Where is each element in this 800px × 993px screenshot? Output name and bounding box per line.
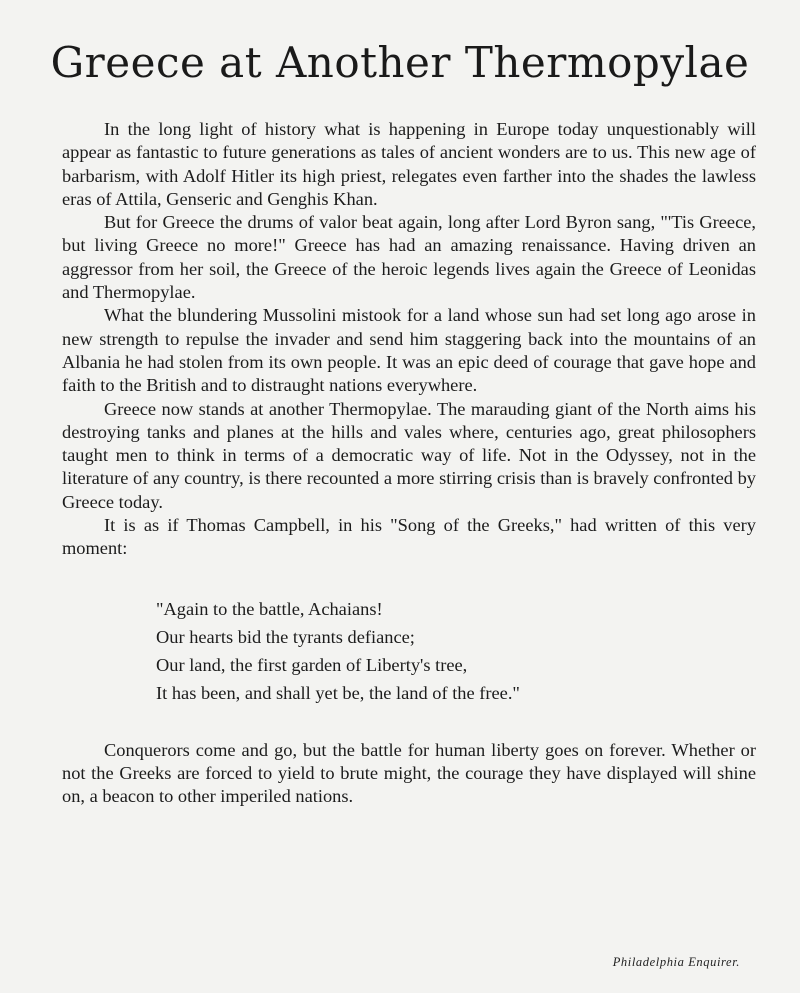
paragraph-5: It is as if Thomas Campbell, in his "Song of the Greeks," had written of this very moment:	[62, 515, 756, 559]
closing-paragraph: Conquerors come and go, but the battle for human liberty goes on forever. Whether or not the Greeks are forced to yield to brute might, the courage they have displayed will shine on, a beacon to other imperiled nations.	[62, 739, 756, 807]
source-attribution: Philadelphia Enquirer.	[612, 955, 740, 969]
paragraph-4: Greece now stands at another Thermopylae. The marauding giant of the North aims his destroying tanks and planes at the hills and vales where, centuries ago, great philosophers taught men to think in terms of a democratic way of life. Not in the Odyssey, not in the literature of any country, is there recounted a more stirring crisis than is bravely confronted by Greece today.	[62, 398, 756, 512]
poem-line-2: Our hearts bid the tyrants defiance;	[156, 626, 415, 647]
paragraph-1: In the long light of history what is happening in Europe today unquestionably will appear as fantastic to future generations as tales of ancient wonders are to us. This new age of barbarism, with Adolf Hitler its high priest, relegates even farther into the shades the lawless eras of Attila, Genseric and Genghis Khan.	[62, 119, 756, 209]
poem-line-3: Our land, the first garden of Liberty's tree,	[156, 654, 468, 675]
poem-line-1: "Again to the battle, Achaians!	[156, 598, 383, 619]
paragraph-3: What the blundering Mussolini mistook for a land whose sun had set long ago arose in new strength to repulse the invader and send him staggering back into the mountains of an Albania he had stolen from its own people. It was an epic deed of courage that gave hope and faith to the British and to distraught nations everywhere.	[62, 305, 756, 396]
paragraph-2: But for Greece the drums of valor beat again, long after Lord Byron sang, "'Tis Greece, but living Greece no more!" Greece has had an amazing renaissance. Having driven an aggressor from her soil, the Greece of the heroic legends lives again the Greece of Leonidas and Thermopylae.	[62, 212, 756, 303]
article-title: Greece at Another Thermopylae	[50, 38, 750, 87]
article-body	[62, 118, 756, 809]
poem-quote	[156, 595, 756, 707]
poem-line-4: It has been, and shall yet be, the land of the free."	[156, 682, 520, 703]
